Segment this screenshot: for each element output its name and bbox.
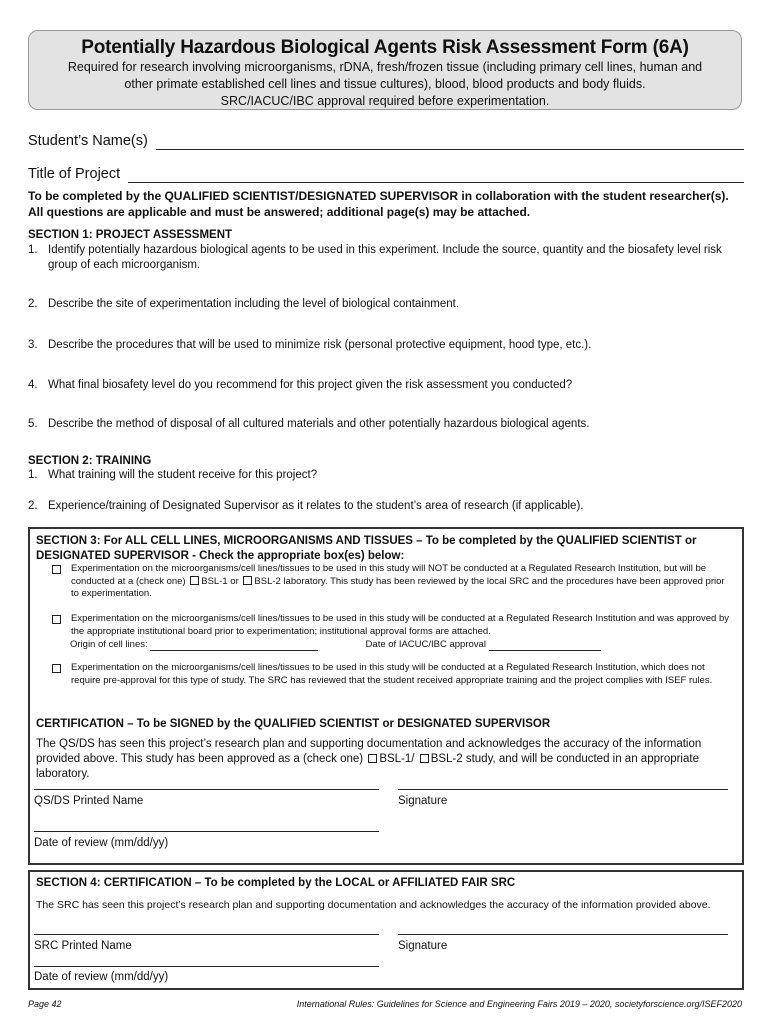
question-1-4	[28, 378, 744, 393]
cert-bsl-1-checkbox[interactable]	[368, 754, 377, 763]
qsds-printed-name-label: QS/DS Printed Name	[34, 795, 144, 807]
option-rri-no-preapproval-checkbox[interactable]	[52, 664, 61, 673]
qsds-printed-name-field[interactable]	[34, 789, 379, 790]
footer-source: International Rules: Guidelines for Science and Engineering Fairs 2019 – 2020, societyforscience.org/ISEF2020	[296, 999, 742, 1009]
src-date-field[interactable]	[34, 966, 379, 967]
certification-heading: CERTIFICATION – To be SIGNED by the QUALIFIED SCIENTIST or DESIGNATED SUPERVISOR	[36, 718, 551, 730]
question-number: 2.	[28, 500, 38, 512]
approval-date-field[interactable]	[489, 641, 601, 651]
section-4-text: The SRC has seen this project’s research plan and supporting documentation and acknowledges the accuracy of the information provided above.	[36, 899, 711, 911]
section-3-heading-line-2: DESIGNATED SUPERVISOR - Check the appropriate box(es) below:	[36, 550, 405, 562]
option-not-rri	[52, 563, 732, 601]
question-number: 5.	[28, 418, 38, 430]
question-1-2	[28, 297, 744, 312]
question-text: Describe the procedures that will be used to minimize risk (personal protective equipment, hood type, etc.).	[48, 339, 592, 351]
option-not-rri-text: Experimentation on the microorganisms/cell lines/tissues to be used in this study will NOT be conducted at a Regulated Research Institution, but will be conducted at a (check one) BSL-1 or BSL-2 laboratory. This study has been reviewed by the local SRC and the procedures have been approved prior to experimentation.	[71, 563, 725, 599]
question-1-1	[28, 243, 744, 273]
title-of-project-label: Title of Project	[28, 166, 121, 182]
question-number: 1.	[28, 469, 38, 481]
section-3-heading-line-1: SECTION 3: For ALL CELL LINES, MICROORGANISMS AND TISSUES – To be completed by the QUALIFIED SCIENTIST or	[36, 535, 697, 547]
src-signature-field[interactable]	[398, 934, 728, 935]
students-name-label: Student’s Name(s)	[28, 133, 148, 149]
form-subtitle-line-2: other primate established cell lines and tissue cultures), blood, blood products and body fluids.	[124, 77, 646, 91]
title-of-project-row	[28, 165, 744, 183]
question-text: Experience/training of Designated Supervisor as it relates to the student’s area of research (if applicable).	[48, 500, 584, 512]
question-text: What training will the student receive for this project?	[48, 469, 318, 481]
option-not-rri-checkbox[interactable]	[52, 565, 61, 574]
question-number: 3.	[28, 339, 38, 351]
src-printed-name-label: SRC Printed Name	[34, 940, 132, 952]
question-2-1	[28, 468, 744, 483]
qsds-date-label: Date of review (mm/dd/yy)	[34, 837, 169, 849]
cert-bsl-2-checkbox[interactable]	[420, 754, 429, 763]
approval-date-label: Date of IACUC/IBC approval	[365, 639, 486, 650]
option-rri-no-preapproval-text: Experimentation on the microorganisms/cell lines/tissues to be used in this study will be conducted at a Regulated Research Institution, which does not require pre-approval for this type of study. The SRC has reviewed that the student received appropriate training and the project complies with ISEF rules.	[71, 662, 713, 686]
form-title: Potentially Hazardous Biological Agents Risk Assessment Form (6A)	[81, 37, 689, 58]
instructions: To be completed by the QUALIFIED SCIENTIST/DESIGNATED SUPERVISOR in collaboration with the student researcher(s). All questions are applicable and must be answered; additional page(s) may be attached.	[28, 189, 729, 219]
question-text: Describe the method of disposal of all cultured materials and other potentially hazardous biological agents.	[48, 418, 590, 430]
section-4-box	[28, 870, 744, 990]
src-date-label: Date of review (mm/dd/yy)	[34, 971, 169, 983]
section-4-heading: SECTION 4: CERTIFICATION – To be completed by the LOCAL or AFFILIATED FAIR SRC	[36, 877, 516, 889]
option-rri-approved-checkbox[interactable]	[52, 615, 61, 624]
bsl-2-checkbox[interactable]	[243, 576, 252, 585]
question-text: Identify potentially hazardous biological agents to be used in this experiment. Include the source, quantity and the biosafety level risk group of each microorganism.	[48, 244, 722, 271]
section-2-heading: SECTION 2: TRAINING	[28, 455, 152, 467]
students-name-row	[28, 132, 744, 150]
origin-date-row	[70, 639, 601, 651]
question-1-3	[28, 338, 744, 353]
bsl-1-checkbox[interactable]	[190, 576, 199, 585]
question-number: 2.	[28, 298, 38, 310]
option-rri-approved-text: Experimentation on the microorganisms/cell lines/tissues to be used in this study will be conducted at a Regulated Research Institution and was approved by the appropriate institutional board prior to experimentation; institutional approval forms are attached.	[71, 613, 729, 637]
question-text: What final biosafety level do you recommend for this project given the risk assessment you conducted?	[48, 379, 573, 391]
origin-label: Origin of cell lines:	[70, 639, 148, 650]
section-1-heading: SECTION 1: PROJECT ASSESSMENT	[28, 229, 233, 241]
question-number: 1.	[28, 244, 38, 256]
form-header	[28, 30, 742, 110]
origin-field[interactable]	[150, 641, 318, 651]
src-signature-label: Signature	[398, 940, 448, 952]
src-printed-name-field[interactable]	[34, 934, 379, 935]
question-text: Describe the site of experimentation including the level of biological containment.	[48, 298, 460, 310]
form-subtitle-line-3: SRC/IACUC/IBC approval required before experimentation.	[220, 94, 550, 108]
option-rri-no-preapproval	[52, 662, 732, 687]
certification-text: The QS/DS has seen this project’s research plan and supporting documentation and acknowledges the accuracy of the information provided above. This study has been approved as a (check one) BSL-1/ BSL-2 study, and will be conducted in an appropriate laboratory.	[36, 738, 702, 780]
question-1-5	[28, 417, 744, 432]
qsds-date-field[interactable]	[34, 831, 379, 832]
option-rri-approved	[52, 613, 732, 638]
qsds-signature-label: Signature	[398, 795, 448, 807]
question-number: 4.	[28, 379, 38, 391]
question-2-2	[28, 499, 744, 514]
form-subtitle-line-1: Required for research involving microorganisms, rDNA, fresh/frozen tissue (including primary cell lines, human and	[67, 60, 703, 74]
title-of-project-field[interactable]	[128, 169, 744, 183]
qsds-signature-field[interactable]	[398, 789, 728, 790]
page-number: Page 42	[28, 999, 62, 1009]
students-name-field[interactable]	[156, 136, 744, 150]
section-3-box	[28, 527, 744, 865]
